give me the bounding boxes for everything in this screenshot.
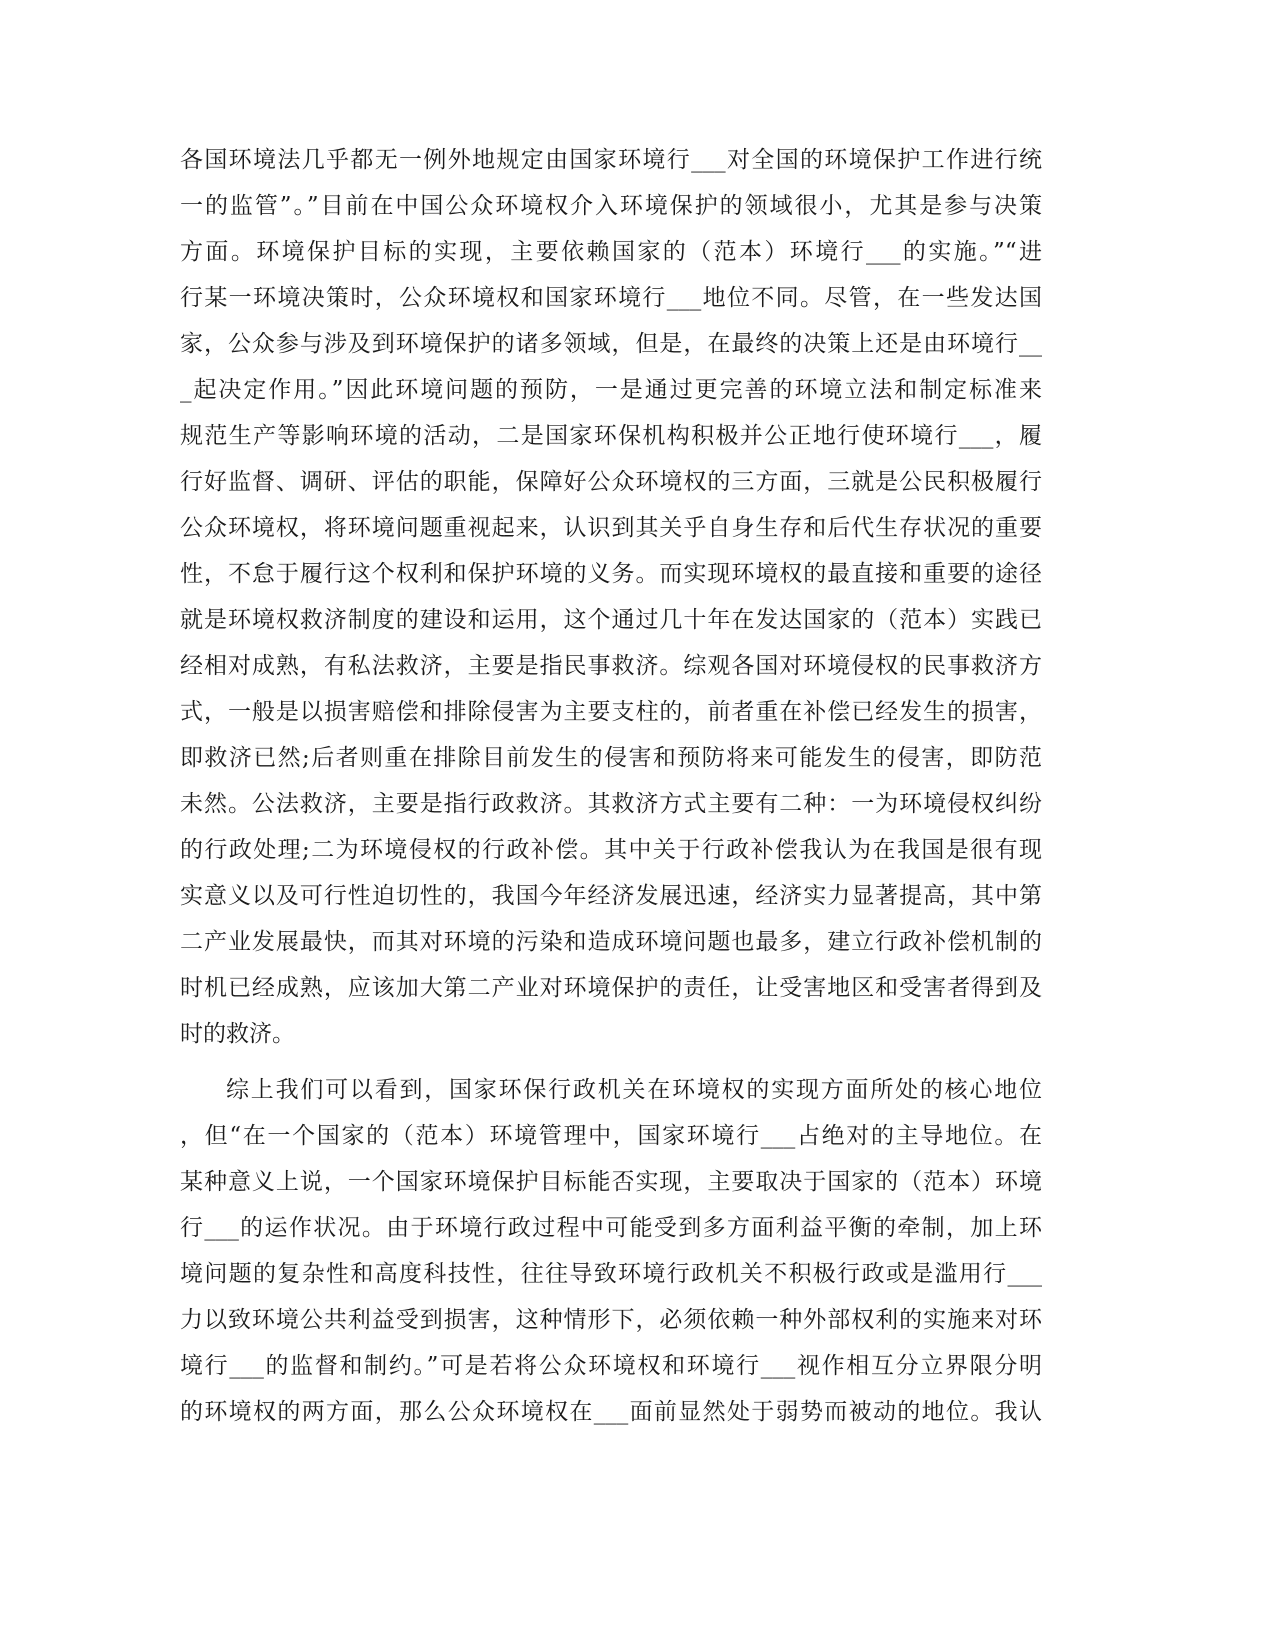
text-line: 行___的运作状况。由于环境行政过程中可能受到多方面利益平衡的牵制，加上环 xyxy=(180,1215,1042,1241)
text-line: 某种意义上说，一个国家环境保护目标能否实现，主要取决于国家的（范本）环境 xyxy=(180,1169,1042,1195)
text-line: 公众环境权，将环境问题重视起来，认识到其关乎自身生存和后代生存状况的重要 xyxy=(180,515,1042,541)
text-line: 的行政处理;二为环境侵权的行政补偿。其中关于行政补偿我认为在我国是很有现 xyxy=(180,837,1042,863)
text-line: 力以致环境公共利益受到损害，这种情形下，必须依赖一种外部权利的实施来对环 xyxy=(180,1307,1042,1333)
text-line: 综上我们可以看到，国家环保行政机关在环境权的实现方面所处的核心地位 xyxy=(226,1077,1042,1103)
text-line: 规范生产等影响环境的活动，二是国家环保机构积极并公正地行使环境行___，履 xyxy=(180,423,1042,449)
text-line: ，但“在一个国家的（范本）环境管理中，国家环境行___占绝对的主导地位。在 xyxy=(180,1123,1042,1149)
text-line: 时机已经成熟，应该加大第二产业对环境保护的责任，让受害地区和受害者得到及 xyxy=(180,975,1042,1001)
text-line: 时的救济。 xyxy=(180,1021,295,1047)
text-line: 的环境权的两方面，那么公众环境权在___面前显然处于弱势而被动的地位。我认 xyxy=(180,1399,1042,1425)
text-line: 家，公众参与涉及到环境保护的诸多领域，但是，在最终的决策上还是由环境行__ xyxy=(180,331,1042,357)
text-line: 实意义以及可行性迫切性的，我国今年经济发展迅速，经济实力显著提高，其中第 xyxy=(180,883,1042,909)
text-line: 一的监管”。”目前在中国公众环境权介入环境保护的领域很小，尤其是参与决策 xyxy=(180,193,1042,219)
text-line: 二产业发展最快，而其对环境的污染和造成环境问题也最多，建立行政补偿机制的 xyxy=(180,929,1042,955)
text-line: 境行___的监督和制约。”可是若将公众环境权和环境行___视作相互分立界限分明 xyxy=(180,1353,1042,1379)
text-line: 未然。公法救济，主要是指行政救济。其救济方式主要有二种：一为环境侵权纠纷 xyxy=(180,791,1042,817)
text-line: 即救济已然;后者则重在排除目前发生的侵害和预防将来可能发生的侵害，即防范 xyxy=(180,745,1042,771)
text-line: 式，一般是以损害赔偿和排除侵害为主要支柱的，前者重在补偿已经发生的损害， xyxy=(180,699,1042,725)
text-line: 经相对成熟，有私法救济，主要是指民事救济。综观各国对环境侵权的民事救济方 xyxy=(180,653,1042,679)
text-line: 行某一环境决策时，公众环境权和国家环境行___地位不同。尽管，在一些发达国 xyxy=(180,285,1042,311)
text-line: 性，不怠于履行这个权利和保护环境的义务。而实现环境权的最直接和重要的途径 xyxy=(180,561,1042,587)
text-line: 行好监督、调研、评估的职能，保障好公众环境权的三方面，三就是公民积极履行 xyxy=(180,469,1042,495)
text-line: _起决定作用。”因此环境问题的预防，一是通过更完善的环境立法和制定标准来 xyxy=(180,377,1042,403)
text-line: 方面。环境保护目标的实现，主要依赖国家的（范本）环境行___的实施。”“进 xyxy=(180,239,1042,265)
text-line: 境问题的复杂性和高度科技性，往往导致环境行政机关不积极行政或是滥用行___ xyxy=(180,1261,1042,1287)
text-line: 各国环境法几乎都无一例外地规定由国家环境行___对全国的环境保护工作进行统 xyxy=(180,147,1042,173)
text-line: 就是环境权救济制度的建设和运用，这个通过几十年在发达国家的（范本）实践已 xyxy=(180,607,1042,633)
